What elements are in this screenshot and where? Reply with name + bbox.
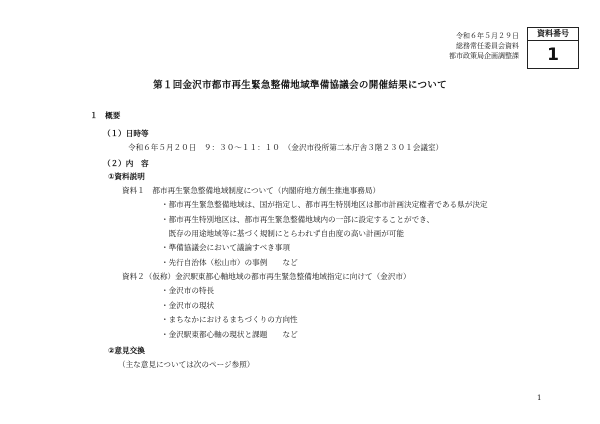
document-number: 1	[547, 45, 559, 65]
document-number-box	[527, 27, 579, 69]
material2-bullet: ・まちなかにおけるまちづくりの方向性	[161, 315, 298, 324]
material1-bullet: ・準備協議会において議論すべき事項	[161, 243, 290, 252]
material1-bullet: ・都市再生緊急整備地域は、国が指定し、都市再生特別地区は都市計画決定権者である県が決定	[161, 200, 488, 209]
meta-dept: 都市政策局企画調整課	[449, 52, 519, 60]
contents-heading: （２）内 容	[103, 159, 149, 168]
material1-title: 資料１ 都市再生緊急整備地域制度について（内閣府地方創生推進事務局）	[122, 186, 381, 195]
material2-bullet: ・金沢市の現状	[161, 301, 215, 310]
material2-title: 資料２（仮称）金沢駅東都心軸地域の都市再生緊急整備地域指定に向けて（金沢市）	[122, 272, 411, 281]
opinions-heading: ②意見交換	[108, 346, 145, 355]
material1-bullet: ・都市再生特別地区は、都市再生緊急整備地域内の一部に設定することができ、	[161, 215, 435, 224]
material1-bullet: 既存の用途地域等に基づく規制にとらわれず自由度の高い計画が可能	[161, 229, 404, 238]
section-overview-heading: １ 概要	[90, 111, 121, 120]
page-number: 1	[537, 394, 542, 402]
meta-date: 令和６年５月２９日	[456, 32, 519, 40]
datetime-heading: （１）日時等	[103, 129, 149, 138]
meta-org: 総務常任委員会資料	[456, 42, 519, 50]
document-meta	[441, 31, 519, 61]
material1-bullet: ・先行自治体（松山市）の事例 など	[161, 258, 298, 267]
explanation-heading: ①資料説明	[108, 172, 145, 181]
document-number-label: 資料番号	[528, 28, 578, 41]
opinions-note: （主な意見については次のページ参照）	[118, 360, 255, 369]
material2-bullet: ・金沢市の特長	[161, 286, 215, 295]
datetime-value: 令和６年５月２０日 ９：３０～１１：１０ （金沢市役所第二本庁舎３階２３０１会議室）	[128, 143, 444, 152]
material2-bullet: ・金沢駅東都心軸の現状と課題 など	[161, 330, 298, 339]
page-title: 第１回金沢市都市再生緊急整備地域準備協議会の開催結果について	[153, 80, 447, 91]
